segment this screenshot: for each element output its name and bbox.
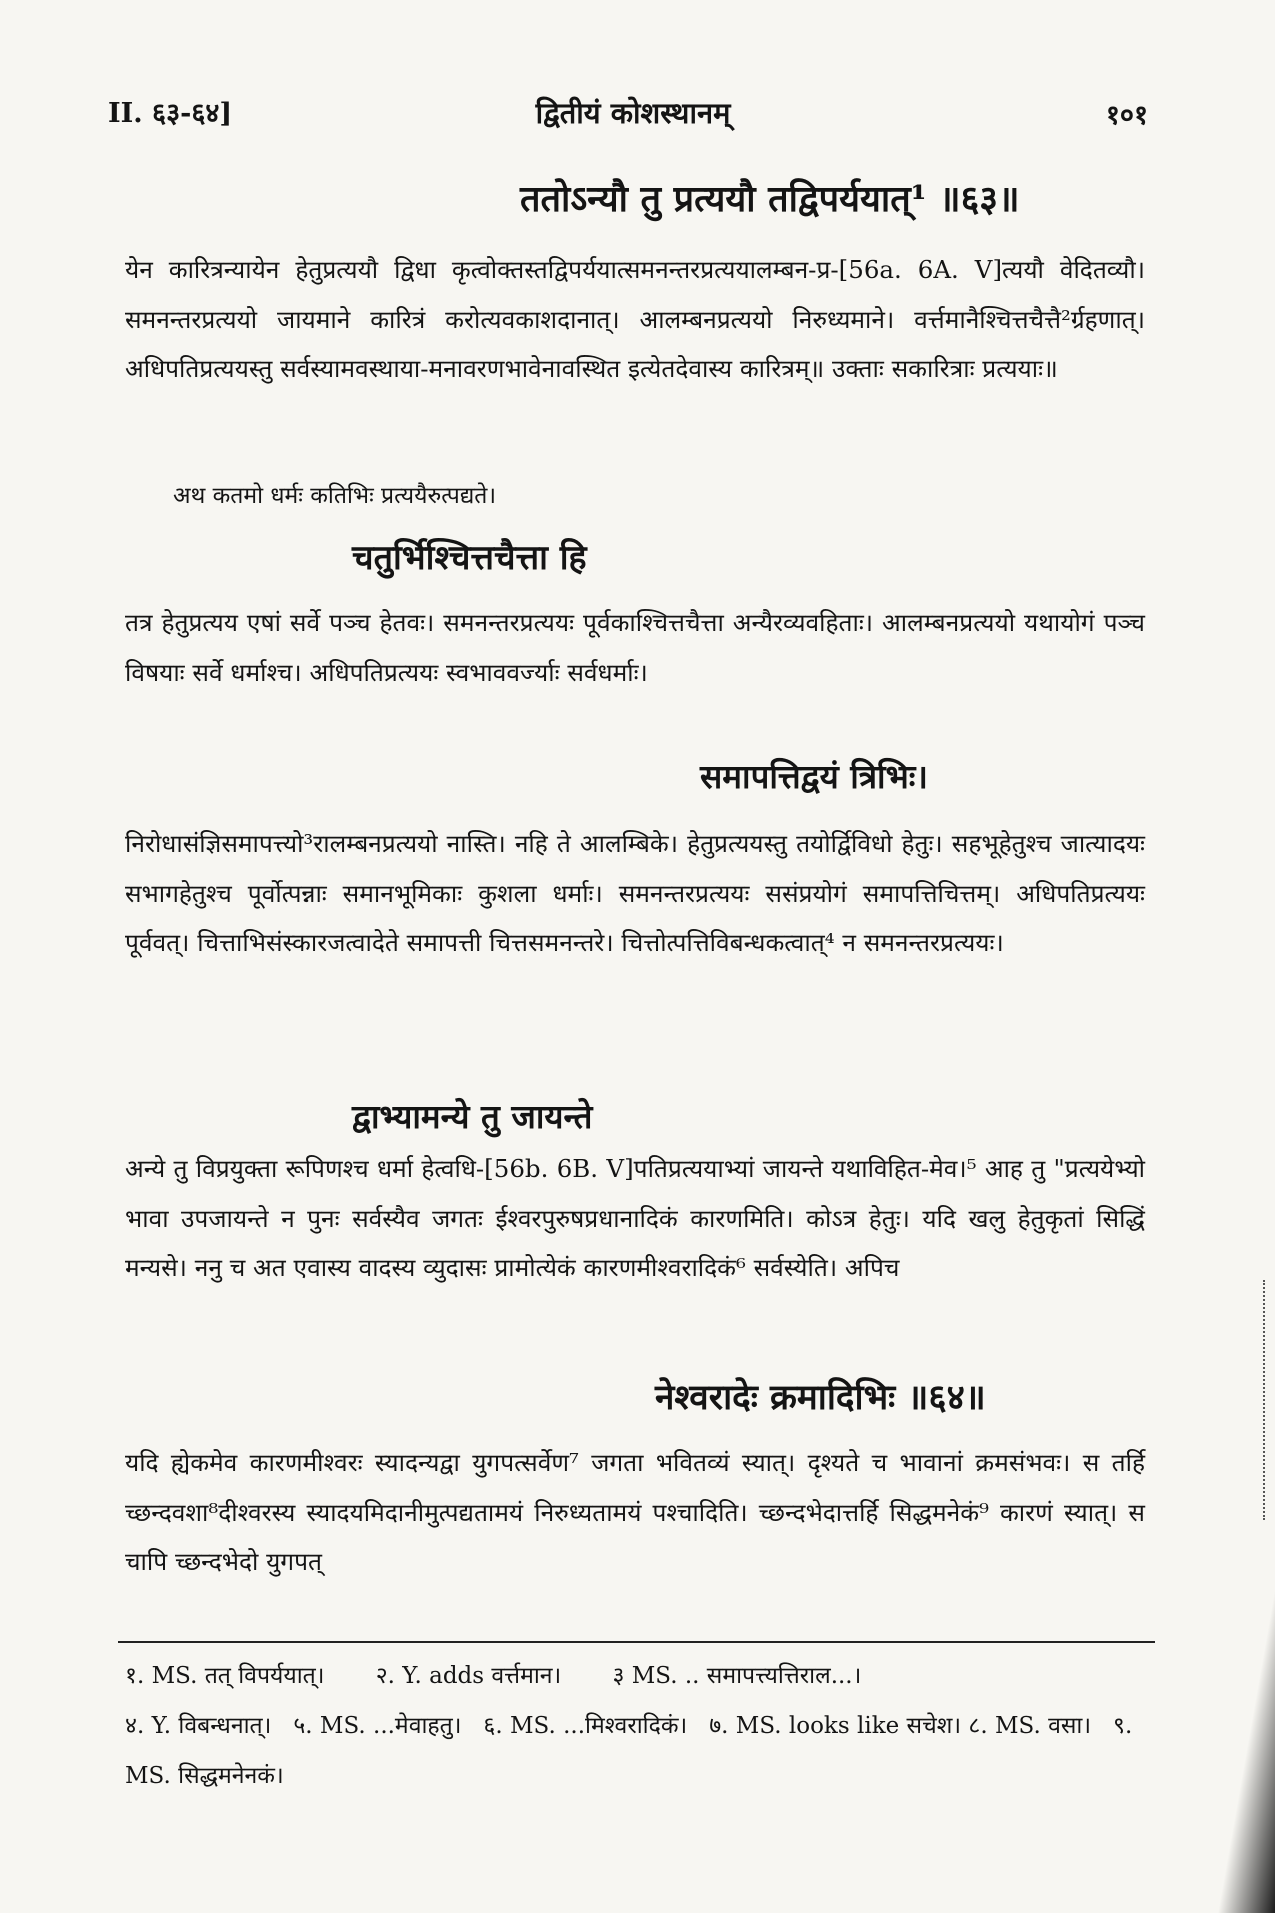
footnote: ७. MS. looks like सचेश। (709, 1713, 962, 1739)
footnote-divider (118, 1641, 1155, 1643)
footnote: १. MS. तत् विपर्ययात्। (125, 1663, 325, 1689)
running-header (108, 85, 1158, 135)
footnote: ९. MS. सिद्धमनेनकं। (125, 1713, 1133, 1789)
question-text: अथ कतमो धर्मः कतिभिः प्रत्ययैरुत्पद्यते। (173, 483, 497, 509)
header-section-ref: II. ६३-६४] (108, 98, 233, 129)
header-title: द्वितीयं कोशस्थानम् (535, 96, 731, 130)
question-line (125, 472, 1145, 522)
verse-63: ततोऽन्यौ तु प्रत्ययौ तद्विपर्ययात्¹ ॥६३॥ (520, 178, 1020, 220)
footnote: ४. Y. विबन्धनात्। (125, 1713, 272, 1739)
footnote: ८. MS. वसा। (968, 1713, 1092, 1739)
commentary-paragraph: यदि ह्येकमेव कारणमीश्वरः स्यादन्यद्वा युगपत्सर्वेण⁷ जगता भवितव्यं स्यात्। दृश्यते च भावानां क्रमसंभवः। स तर्हि च्छन्दवशा⁸दीश्वरस्य स्यादयमिदानीमुत्पद्यतामयं निरुध्यतामयं पश्चादिति। च्छन्दभेदात्तर्हि सिद्धमनेकं⁹ कारणं स्यात्। स चापि च्छन्दभेदो युगपत् (125, 1448, 1145, 1576)
verse-64: नेश्वरादेः क्रमादिभिः ॥६४॥ (655, 1377, 986, 1418)
commentary-paragraph: अन्ये तु विप्रयुक्ता रूपिणश्च धर्मा हेत्वधि-[56b. 6B. V]पतिप्रत्ययाभ्यां जायन्ते यथाविहित-मेव।⁵ आह तु "प्रत्ययेभ्यो भावा उपजायन्ते न पुनः सर्वस्यैव जगतः ईश्वरपुरुषप्रधानादिकं कारणमिति। कोऽत्र हेतुः। यदि खलु हेतुकृतां सिद्धिं मन्यसे। ननु च अत एवास्य वादस्य व्युदासः प्रामोत्येकं कारणमीश्वरादिकं⁶ सर्वस्येति। अपिच (125, 1154, 1145, 1282)
verse-heading: द्वाभ्यामन्ये तु जायन्ते (352, 1097, 593, 1136)
scan-edge-shadow (1215, 1533, 1275, 1913)
commentary-paragraph: निरोधासंज्ञिसमापत्त्यो³रालम्बनप्रत्ययो नास्ति। नहि ते आलम्बिके। हेतुप्रत्ययस्तु तयोर्द्विविधो हेतुः। सहभूहेतुश्च जात्यादयः सभागहेतुश्च पूर्वोत्पन्नाः समानभूमिकाः कुशला धर्माः। समनन्तरप्रत्ययः ससंप्रयोगं समापत्तिचित्तम्। अधिपतिप्रत्ययः पूर्ववत्। चित्ताभिसंस्कारजत्वादेते समापत्ती चित्तसमनन्तरे। चित्तोत्पत्तिविबन्धकत्वात्⁴ न समनन्तरप्रत्ययः। (125, 829, 1145, 957)
commentary-paragraph: येन कारित्रन्यायेन हेतुप्रत्ययौ द्विधा कृत्वोक्तस्तद्विपर्ययात्समनन्तरप्रत्ययालम्बन-प्र-[56a. 6A. V]त्ययौ वेदितव्यौ। समनन्तरप्रत्ययो जायमाने कारित्रं करोत्यवकाशदानात्। आलम्बनप्रत्ययो निरुध्यमाने। वर्त्तमानैश्चित्तचैत्तै²र्ग्रहणात्। अधिपतिप्रत्ययस्तु सर्वस्यामवस्थाया-मनावरणभावेनावस्थित इत्येतदेवास्य कारित्रम्॥ उक्ताः सकारित्राः प्रत्ययाः॥ (125, 255, 1145, 383)
commentary-paragraph: तत्र हेतुप्रत्यय एषां सर्वे पञ्च हेतवः। समनन्तरप्रत्ययः पूर्वकाश्चित्तचैत्ता अन्यैरव्यवहिताः। आलम्बनप्रत्ययो यथायोगं पञ्च विषयाः सर्वे धर्माश्च। अधिपतिप्रत्ययः स्वभाववर्ज्याः सर्वधर्माः। (125, 608, 1145, 687)
verse-heading: चतुर्भिश्चित्तचैत्ता हि (352, 538, 587, 578)
scan-edge-mark (1263, 1280, 1271, 1520)
footnote: ६. MS. ...मिश्वरादिकं। (483, 1713, 688, 1739)
footnote: २. Y. adds वर्त्तमान। (375, 1663, 562, 1689)
footnotes (125, 1651, 1155, 1801)
verse-heading: समापत्तिद्वयं त्रिभिः। (700, 757, 928, 796)
footnote: ५. MS. ...मेवाहतु। (293, 1713, 462, 1739)
page-number: १०१ (1105, 100, 1148, 131)
footnote: ३ MS. .. समापत्त्यत्तिराल...। (612, 1663, 862, 1689)
